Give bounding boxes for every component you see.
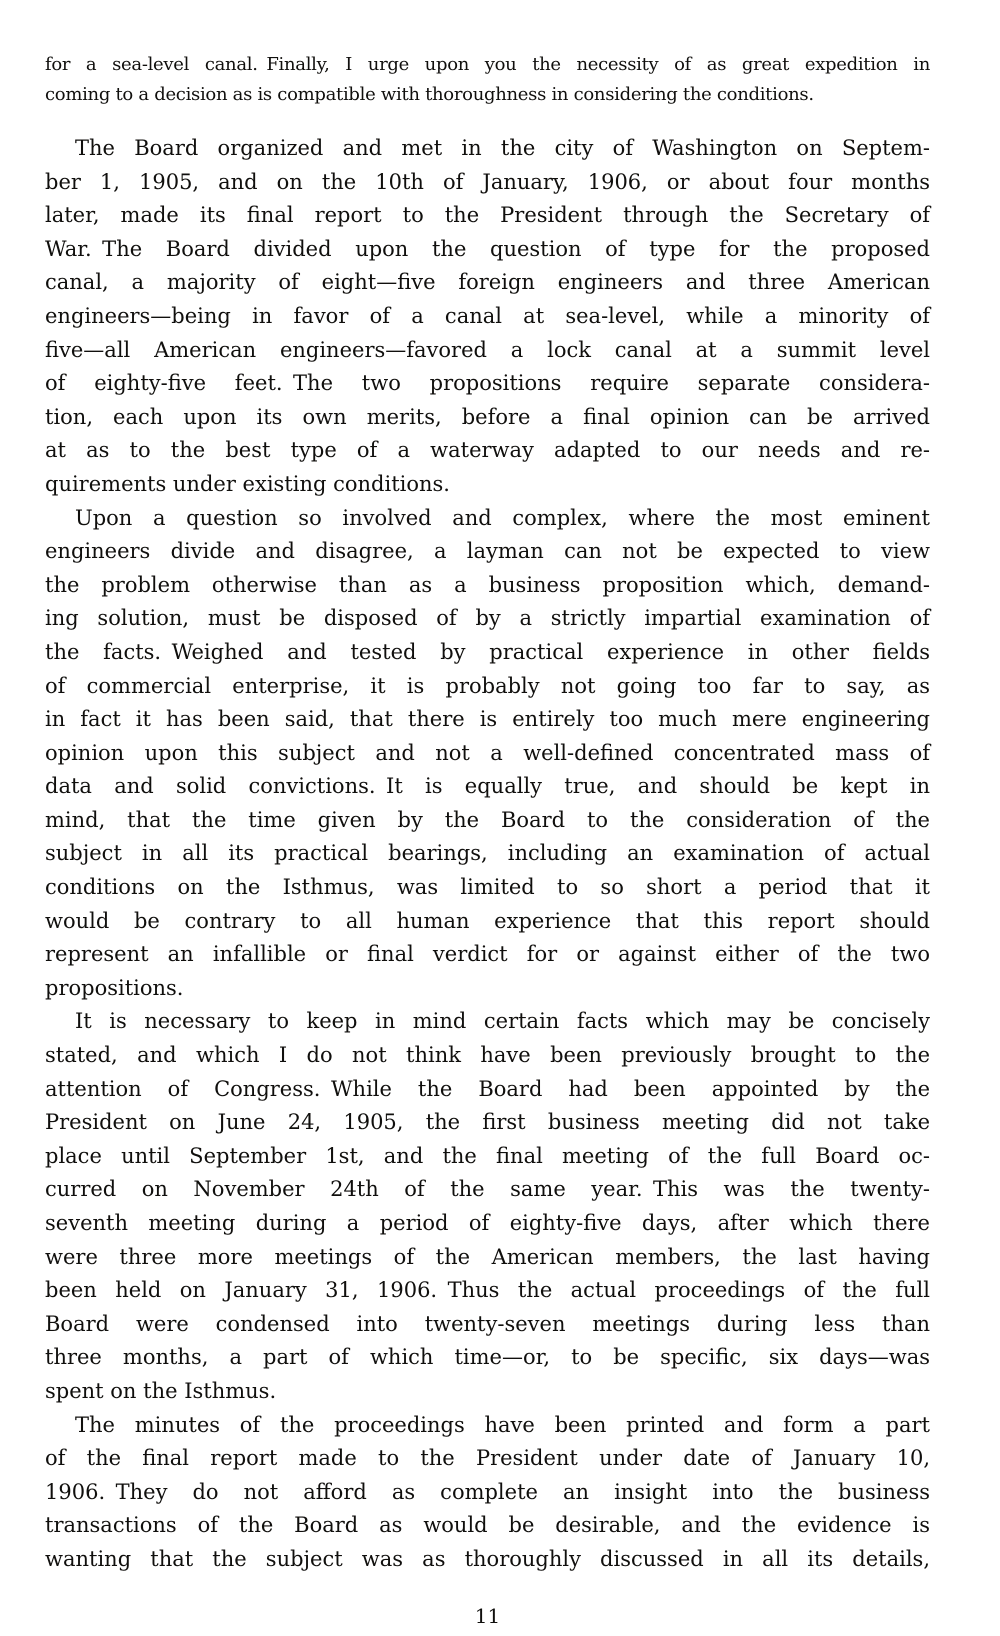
paragraph-board-organized: [45, 132, 930, 502]
text-line: three months, a part of which time—or, to be specific, six days—was: [45, 1345, 930, 1370]
text-line: engineers divide and disagree, a layman can not be expected to view: [45, 539, 930, 564]
text-line: would be contrary to all human experience that this report should: [45, 908, 930, 933]
text-line: The minutes of the proceedings have been printed and form a part: [75, 1412, 930, 1437]
text-line: The Board organized and met in the city of Washington on Septem-: [75, 136, 930, 160]
text-line: War. The Board divided upon the question of type for the proposed: [45, 236, 930, 261]
text-line: curred on November 24th of the same year. This was the twenty-: [45, 1177, 930, 1202]
text-line: conditions on the Isthmus, was limited to so short a period that it: [45, 875, 930, 900]
text-line: Upon a question so involved and complex, where the most eminent: [75, 505, 930, 530]
text-line: at as to the best type of a waterway adapted to our needs and re-: [45, 438, 930, 463]
paragraph-question-involved: [45, 502, 930, 1006]
text-line: were three more meetings of the American members, the last having: [45, 1244, 930, 1269]
text-line: mind, that the time given by the Board to the consideration of the: [45, 807, 930, 832]
text-line: canal, a majority of eight—five foreign engineers and three American: [45, 270, 930, 295]
text-line: seventh meeting during a period of eighty-five days, after which there: [45, 1211, 930, 1235]
text-line: Board were condensed into twenty-seven meetings during less than: [45, 1311, 930, 1336]
text-line: 1906. They do not afford as complete an insight into the business: [45, 1479, 930, 1504]
text-line: engineers—being in favor of a canal at sea-level, while a minority of: [45, 303, 930, 328]
quoted-passage: [45, 50, 930, 110]
text-line: of commercial enterprise, it is probably not going too far to say, as: [45, 673, 930, 698]
paragraph-minutes-proceedings: [45, 1409, 930, 1577]
text-line: spent on the Isthmus.: [45, 1378, 277, 1403]
text-line: quirements under existing conditions.: [45, 471, 450, 496]
text-line: represent an infallible or final verdict for or against either of the two: [45, 942, 930, 967]
text-line: the facts. Weighed and tested by practical experience in other fields: [45, 639, 930, 664]
text-line: opinion upon this subject and not a well-defined concentrated mass of: [45, 740, 930, 765]
text-line: attention of Congress. While the Board had been appointed by the: [45, 1076, 930, 1101]
text-line: in fact it has been said, that there is entirely too much mere engineering: [45, 707, 930, 732]
body-text: [45, 132, 930, 1577]
text-line: propositions.: [45, 975, 184, 1000]
text-line: place until September 1st, and the final meeting of the full Board oc-: [45, 1143, 930, 1168]
text-line: It is necessary to keep in mind certain facts which may be concisely: [75, 1009, 930, 1034]
text-line: coming to a decision as is compatible with thoroughness in considering the conditions.: [45, 84, 814, 105]
text-line: tion, each upon its own merits, before a final opinion can be arrived: [45, 404, 930, 429]
text-line: ing solution, must be disposed of by a strictly impartial examination of: [45, 606, 930, 631]
text-line: data and solid convictions. It is equally true, and should be kept in: [45, 774, 930, 799]
text-line: stated, and which I do not think have been previously brought to the: [45, 1043, 930, 1068]
text-line: of the final report made to the President under date of January 10,: [45, 1446, 930, 1471]
paragraph-necessary-facts: [45, 1005, 930, 1408]
text-line: ber 1, 1905, and on the 10th of January, 1906, or about four months: [45, 169, 930, 194]
text-line: transactions of the Board as would be desirable, and the evidence is: [45, 1513, 930, 1538]
text-line: later, made its final report to the President through the Secretary of: [45, 203, 930, 228]
text-line: wanting that the subject was as thoroughly discussed in all its details,: [45, 1546, 930, 1571]
text-line: the problem otherwise than as a business proposition which, demand-: [45, 572, 930, 597]
text-line: five—all American engineers—favored a lock canal at a summit level: [45, 337, 930, 362]
page-number: 11: [474, 1603, 501, 1628]
text-line: of eighty-five feet. The two propositions require separate considera-: [45, 371, 930, 396]
text-line: been held on January 31, 1906. Thus the actual proceedings of the full: [45, 1278, 930, 1303]
text-line: subject in all its practical bearings, including an examination of actual: [45, 841, 930, 866]
text-line: President on June 24, 1905, the first business meeting did not take: [45, 1110, 930, 1135]
text-line: for a sea-level canal. Finally, I urge upon you the necessity of as great expedition in: [45, 54, 930, 75]
